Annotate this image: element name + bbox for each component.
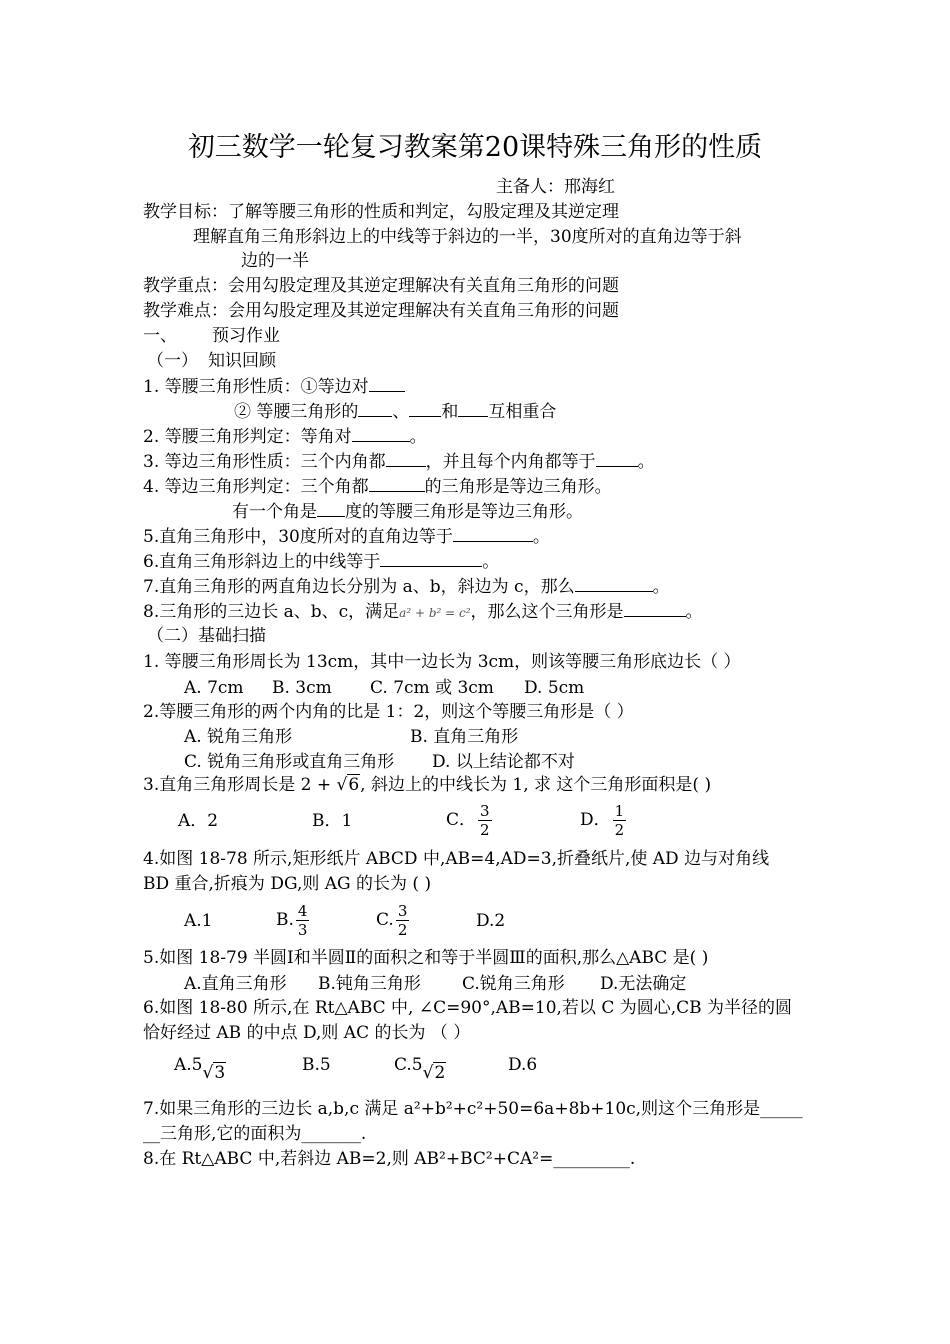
option-label: D． <box>580 810 611 830</box>
answer-blank[interactable] <box>358 400 392 417</box>
review-q3-mid: ，并且每个内角都等于 <box>425 452 596 472</box>
basics-q7-line-1: 7.如果三角形的三边长 a,b,c 满足 a²+b²+c²+50=6a+8b+10c,则这个三角形是_____ <box>143 1099 803 1119</box>
denominator: 3 <box>297 921 308 939</box>
basics-q6-option-b[interactable]: B.5 <box>302 1055 331 1075</box>
numerator: 1 <box>614 802 625 820</box>
review-q4-text: 4. 等边三角形判定：三个角都 <box>143 477 369 497</box>
basics-q6-line-1: 6.如图 18-80 所示,在 Rt△ABC 中, ∠C=90°,AB=10,若以 C 为圆心,CB 为半径的圆 <box>143 998 793 1018</box>
answer-blank[interactable] <box>369 375 405 392</box>
review-q4 <box>143 475 612 498</box>
basics-q4-option-b[interactable] <box>276 900 311 940</box>
basics-q3-option-a[interactable]: A．2 <box>178 811 219 831</box>
answer-blank[interactable] <box>453 525 533 542</box>
basics-q1-option-c[interactable]: C. 7cm 或 3cm <box>370 678 494 698</box>
goal-line-2: 理解直角三角形斜边上的中线等于斜边的一半，30度所对的直角边等于斜 <box>193 227 742 247</box>
period: 。 <box>652 577 670 597</box>
subsection-1 <box>147 350 276 372</box>
fraction <box>296 902 310 939</box>
review-q4b-text: 有一个角是 <box>232 502 317 522</box>
review-q6-text: 6.直角三角形斜边上的中线等于 <box>143 552 381 572</box>
subsection-1-number: （一） <box>147 351 198 371</box>
review-q8-text: 8.三角形的三边长 a、b、c，满足 <box>143 602 400 622</box>
option-label: A.5 <box>174 1055 203 1075</box>
basics-q4-option-a[interactable]: A.1 <box>184 911 213 931</box>
denominator: 2 <box>397 921 408 939</box>
basics-q4-line-1: 4.如图 18-78 所示,矩形纸片 ABCD 中,AB=4,AD=3,折叠纸片,使 AD 边与对角线 <box>143 849 770 869</box>
review-q1b-tail: 互相重合 <box>488 402 557 422</box>
review-q1b <box>234 400 556 423</box>
sqrt-expression: √2 <box>422 1063 446 1083</box>
review-q2-text: 2. 等腰三角形判定：等角对 <box>143 427 352 447</box>
review-q5 <box>143 525 550 548</box>
review-q4b <box>232 500 583 523</box>
review-q1-text: 1. 等腰三角形性质：①等边对 <box>143 377 369 397</box>
review-q4-tail: 的三角形是等边三角形。 <box>424 477 612 497</box>
basics-q2: 2.等腰三角形的两个内角的比是 1：2，则这个等腰三角形是（ ） <box>143 702 634 722</box>
fraction <box>613 802 627 839</box>
answer-blank[interactable] <box>575 575 653 592</box>
basics-q7-line-2: __三角形,它的面积为_______. <box>143 1124 367 1144</box>
section-1-number: 一、 <box>143 326 177 346</box>
subsection-2-title: （二）基础扫描 <box>147 626 266 646</box>
basics-q4-option-d[interactable]: D.2 <box>476 911 506 931</box>
review-q2 <box>143 425 427 448</box>
basics-q4-option-c[interactable] <box>376 900 411 940</box>
separator-text: 、 <box>392 402 410 422</box>
basics-q5-option-d[interactable]: D.无法确定 <box>600 974 687 994</box>
basics-q4-line-2: BD 重合,折痕为 DG,则 AG 的长为 ( ) <box>143 874 432 894</box>
period: 。 <box>409 427 427 447</box>
answer-blank[interactable] <box>596 450 638 467</box>
basics-q5-option-a[interactable]: A.直角三角形 <box>184 974 287 994</box>
basics-q1: 1. 等腰三角形周长为 13cm，其中一边长为 3cm，则该等腰三角形底边长（ ） <box>143 652 741 672</box>
review-q5-text: 5.直角三角形中，30度所对的直角边等于 <box>143 527 453 547</box>
radicand: 2 <box>434 1063 446 1083</box>
review-q1b-text: ② 等腰三角形的 <box>234 402 359 422</box>
denominator: 2 <box>614 821 625 839</box>
basics-q3-text: 3.直角三角形周长是 2 + <box>143 775 337 795</box>
review-q7 <box>143 575 670 598</box>
fraction <box>396 902 410 939</box>
answer-blank[interactable] <box>352 425 410 442</box>
goal-line-3: 边的一半 <box>241 251 309 271</box>
basics-q1-option-b[interactable]: B. 3cm <box>272 678 332 698</box>
basics-q5-option-b[interactable]: B.钝角三角形 <box>318 974 421 994</box>
answer-blank[interactable] <box>380 550 482 567</box>
period: 。 <box>685 602 703 622</box>
basics-q5-option-c[interactable]: C.锐角三角形 <box>462 974 565 994</box>
basics-q5: 5.如图 18-79 半圆Ⅰ和半圆Ⅱ的面积之和等于半圆Ⅲ的面积,那么△ABC 是( ) <box>143 948 709 968</box>
basics-q3-option-d[interactable] <box>580 800 628 840</box>
basics-q3-option-b[interactable]: B．1 <box>312 811 353 831</box>
period: 。 <box>482 552 500 572</box>
option-label: C.5 <box>394 1055 423 1075</box>
basics-q3-option-c[interactable] <box>446 800 494 840</box>
radicand: 3 <box>214 1063 226 1083</box>
basics-q1-option-a[interactable]: A. 7cm <box>184 678 244 698</box>
review-q3-text: 3. 等边三角形性质：三个内角都 <box>143 452 386 472</box>
review-q4b-tail: 度的等腰三角形是等边三角形。 <box>345 502 583 522</box>
pythagorean-formula: a² + b² = c² <box>399 606 471 620</box>
period: 。 <box>532 527 550 547</box>
basics-q1-option-d[interactable]: D. 5cm <box>524 678 585 698</box>
basics-q6-option-a[interactable] <box>174 1050 226 1083</box>
basics-q3 <box>143 774 711 796</box>
fraction <box>478 802 492 839</box>
answer-blank[interactable] <box>624 600 686 617</box>
key-point: 教学重点：会用勾股定理及其逆定理解决有关直角三角形的问题 <box>143 276 619 296</box>
review-q1 <box>143 375 405 398</box>
period: 。 <box>637 452 655 472</box>
author-line: 主备人：邢海红 <box>496 177 615 197</box>
basics-q6-option-d[interactable]: D.6 <box>508 1055 538 1075</box>
answer-blank[interactable] <box>317 500 345 517</box>
basics-q2-option-c[interactable]: C. 锐角三角形或直角三角形 <box>184 752 395 772</box>
answer-blank[interactable] <box>458 400 488 417</box>
basics-q2-option-a[interactable]: A. 锐角三角形 <box>184 727 293 747</box>
answer-blank[interactable] <box>386 450 426 467</box>
basics-q8: 8.在 Rt△ABC 中,若斜边 AB=2,则 AB²+BC²+CA²=_________. <box>143 1149 636 1169</box>
basics-q6-line-2: 恰好经过 AB 的中点 D,则 AC 的长为 （ ） <box>143 1023 471 1043</box>
goal-text-1: 了解等腰三角形的性质和判定，勾股定理及其逆定理 <box>228 202 619 222</box>
goal-label: 教学目标： <box>143 202 228 222</box>
basics-q6-option-c[interactable] <box>394 1050 446 1083</box>
basics-q3-tail: , 斜边上的中线长为 1, 求 这个三角形面积是( ) <box>360 775 712 795</box>
numerator: 3 <box>480 802 490 820</box>
and-text: 和 <box>441 402 459 422</box>
option-label: C. <box>376 910 394 930</box>
basics-q2-option-d[interactable]: D. 以上结论都不对 <box>432 752 575 772</box>
goal-line-1 <box>143 201 619 223</box>
subsection-1-title: 知识回顾 <box>208 351 276 371</box>
review-q7-text: 7.直角三角形的两直角边长分别为 a、b，斜边为 c，那么 <box>143 577 575 597</box>
answer-blank[interactable] <box>409 400 441 417</box>
page-title: 初三数学一轮复习教案第20课特殊三角形的性质 <box>187 132 763 163</box>
denominator: 2 <box>480 821 490 839</box>
numerator: 4 <box>297 902 308 920</box>
sqrt-expression: √3 <box>202 1063 226 1083</box>
review-q8-mid: ，那么这个三角形是 <box>470 602 624 622</box>
basics-q2-option-b[interactable]: B. 直角三角形 <box>410 727 519 747</box>
section-1-title: 预习作业 <box>212 326 280 346</box>
numerator: 3 <box>397 902 408 920</box>
review-q3 <box>143 450 655 473</box>
difficult-point: 教学难点：会用勾股定理及其逆定理解决有关直角三角形的问题 <box>143 301 619 321</box>
radicand: 6 <box>348 775 360 795</box>
option-label: C． <box>446 810 477 830</box>
answer-blank[interactable] <box>369 475 425 492</box>
review-q6 <box>143 550 499 573</box>
option-label: B. <box>276 910 294 930</box>
sqrt-expression: √6 <box>336 775 360 795</box>
review-q8 <box>143 600 703 624</box>
